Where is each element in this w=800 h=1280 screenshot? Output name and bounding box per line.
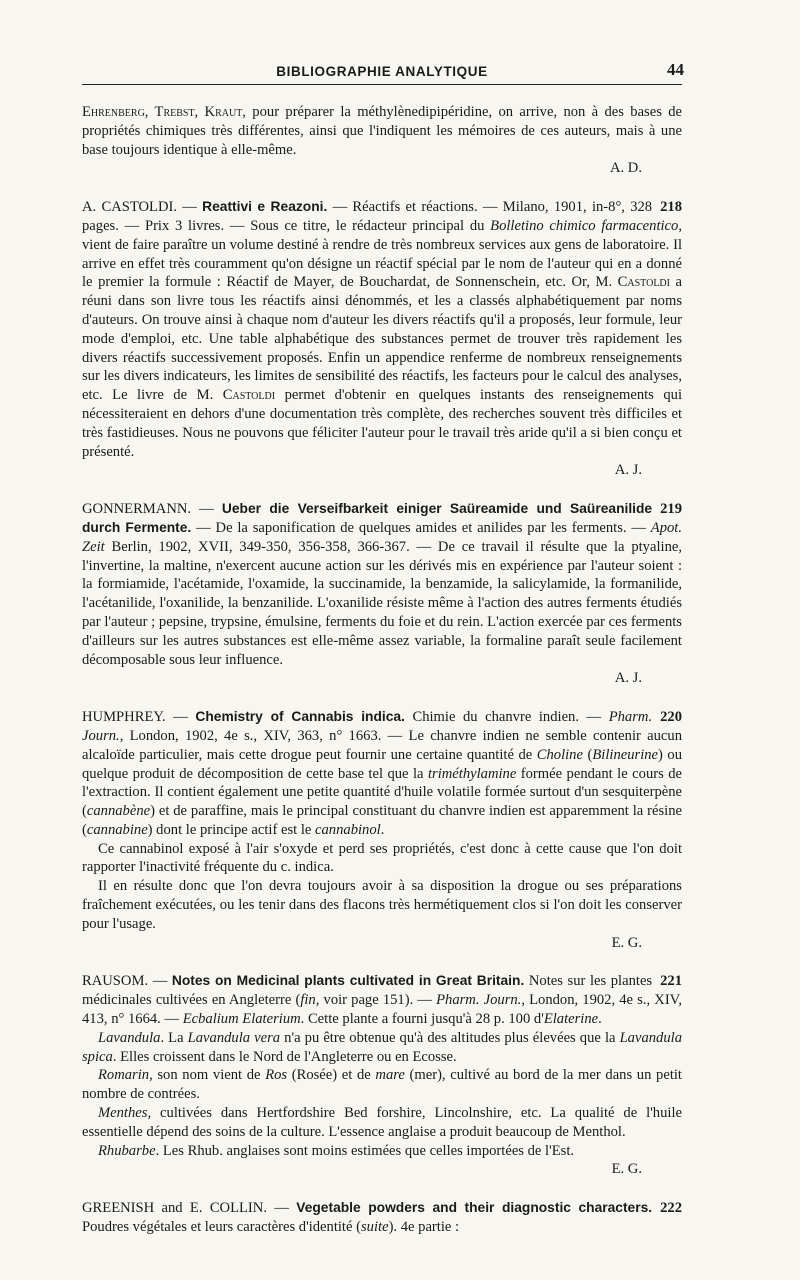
reviewer-signature: A. J. [614,670,642,687]
entry-paragraph [82,972,682,1028]
entry-number: 218 [660,199,682,216]
entry-number: 219 [660,501,682,518]
entry-e0 [82,103,682,178]
italic-text: Ecbalium Elaterium [182,1011,301,1028]
body-text: Chimie du chanvre indien. — [404,709,609,726]
italic-text: Pharm. Journ. [82,709,653,744]
body-text: Notes sur les plantes médicinales cultivées en Angleterre ( [82,973,653,1009]
body-text: , son nom vient de [149,1067,266,1084]
reviewer-signature: A. J. [614,462,642,479]
italic-text: Apot. Zeit [82,519,682,555]
italic-text: cannabène [86,803,151,820]
entry-title: Vegetable powders and their diagnostic characters. [296,1200,653,1216]
body-text: , cultivées dans Hertfordshire Bed forshire, Lincolnshire, etc. La qualité de l'huile essentielle dépend des soins de la culture. L'essence anglaise a produit beaucoup de Menthol. [82,1105,682,1140]
body-text: . Cette plante a fourni jusqu'à 28 p. 100 d' [300,1011,544,1028]
body-text: ( [582,746,593,763]
reviewer-signature: E. G. [611,1161,642,1178]
body-text: . [380,821,385,838]
entry-paragraph [82,103,682,159]
italic-text: Ros [265,1067,288,1084]
entry-title: Chemistry of Cannabis indica. [195,709,405,725]
body-text: HUMPHREY. — [82,709,196,726]
entry-e219 [82,500,682,688]
body-text: permet d'obtenir en quelques instants des renseignements qui nécessiteraient en dehors d'une documentation très complète, des recherches souvent très difficiles et très fastidieuses. Nous ne pouvons que féliciter l'auteur pour le travail très aride qu'il a si bien conçu et présenté. [82,387,683,460]
italic-text: suite [360,1219,389,1236]
italic-text: Menthes [98,1105,148,1122]
entry-e220 [82,708,682,952]
italic-text: cannabinol [315,821,381,838]
entry-paragraph [82,1142,682,1161]
italic-text: cannabine [86,821,148,838]
body-text: A. CASTOLDI. — [82,199,203,216]
entry-paragraph [82,1104,682,1142]
entry-paragraph: Il en résulte donc que l'on devra toujours avoir à sa disposition la drogue ou ses préparations fraîchement exécutées, ou les tenir dans des flacons très hermétiquement clos si l'on doit les conserver pour l'usage. [82,878,682,932]
entry-paragraph [82,198,682,461]
italic-text: Romarin [98,1067,150,1084]
body-text: , voir page 151). — [315,992,437,1009]
body-text: . La [160,1029,188,1046]
italic-text: Rhubarbe [98,1142,156,1159]
entries-list [82,103,682,1237]
body-text: ) et de paraffine, mais le principal constituant du chanvre indien est apparemment la résine ( [82,803,682,838]
entry-title: Ueber die Verseifbarkeit einiger Saüreamide und Saüreanilide durch Fermente. [82,501,653,535]
body-text: , vient de faire paraître un volume destiné à rendre de très nombreux services aux gens de laboratoire. Il arrive en effet très couramment qu'on désigne un réactif spécial par le nom de l'auteur qui en a donné le premier la formule : Réactif de Mayer, de Bouchardat, de Sonnenschein, etc. Or, M. [82,217,682,291]
body-text: ). 4e partie : [388,1219,460,1236]
entry-number: 221 [660,973,682,990]
body-text: RAUSOM. — [82,973,172,990]
author-name: Castoldi [617,274,670,291]
body-text: ) ou quelque produit de décomposition de cette base tel que la [82,746,683,782]
body-text: . Les Rhub. anglaises sont moins estimées que celles importées de l'Est. [155,1142,575,1159]
entry-paragraph [82,708,682,840]
body-text: GREENISH and E. COLLIN. — [82,1200,297,1217]
entry-e218 [82,198,682,480]
author-name: Castoldi [222,387,276,404]
entry-e221 [82,972,682,1179]
entry-paragraph [82,1199,682,1237]
reviewer-signature: E. G. [611,934,642,951]
entry-number: 222 [660,1200,682,1217]
italic-text: Lavandula spica [82,1029,682,1065]
running-header [82,60,682,85]
body-text: GONNERMANN. — [82,501,222,518]
italic-text: Lavandula [98,1029,161,1046]
body-text: Berlin, 1902, XVII, 349-350, 356-358, 366-367. — De ce travail il résulte que la ptyaline, l'invertine, la maltine, n'exercent aucune action sur les dérivés mis en expérience par l'auteur soient : la formiamide, l'acétamide, l'oxamide, la succinamide, la benzamide, la salicylamide, la formanilide, l'acétanilide, l'oxanilide, la benzanilide. L'oxanilide résiste même à l'action des autres ferments étudiés par l'auteur ; pepsine, trypsine, émulsine, ferments du foie et du rein. L'action exercée par ces ferments d'ailleurs sur les autres substances est elle-même assez variable, la formaline paraît seule facilement décomposable sous leur influence. [82,538,682,668]
body-text: , London, 1902, 4e s., XIV, 413, n° 1664. — [82,992,682,1028]
italic-text: Choline [536,746,583,763]
italic-text: fin [300,992,316,1009]
entry-paragraph [82,1066,682,1104]
entry-e222 [82,1199,682,1237]
body-text: . Elles croissent dans le Nord de l'Angleterre ou en Ecosse. [112,1048,457,1065]
entry-title: Reattivi e Reazoni. [202,199,328,215]
author-name: Ehrenberg, Trebst, Kraut, [82,104,246,120]
italic-text: Lavandula vera [187,1029,281,1046]
reviewer-signature: A. D. [609,160,642,177]
body-text: — Réactifs et réactions. — Milano, 1901, in-8°, 328 pages. — Prix 3 livres. — Sous ce titre, le rédacteur principal du [82,199,653,234]
entry-paragraph [82,1029,682,1067]
italic-text: triméthylamine [427,765,517,782]
body-text: formée pendant le cours de l'extraction. Il contient également une petite quantité d'huile volatile formée surtout d'un sesquiterpène ( [82,765,682,820]
body-text: (Rosée) et de [287,1067,376,1084]
italic-text: mare [375,1067,405,1084]
body-text: (mer), cultivé au bord de la mer dans un petit nombre de contrées. [82,1067,682,1103]
entry-title: Notes on Medicinal plants cultivated in Great Britain. [171,973,525,989]
body-text: — De la saponification de quelques amides et anilides par les ferments. — [191,519,651,536]
entry-number: 220 [660,709,682,726]
body-text: pour préparer la méthylènedipipéridine, on arrive, non à des bases de propriétés chimiques très différentes, ainsi que l'indiquent les mémoires de ces auteurs, mais à une base toujours identique à elle-même. [82,104,683,158]
italic-text: Pharm. Journ. [436,992,522,1009]
page-number: 44 [667,60,684,79]
entry-paragraph [82,500,682,669]
italic-text: Elaterine [543,1011,599,1028]
italic-text: Bilineurine [592,746,659,763]
body-text: Poudres végétales et leurs caractères d'identité ( [82,1219,361,1236]
body-text: ) dont le principe actif est le [147,821,316,838]
body-text: n'a pu être obtenue qu'à des altitudes plus élevées que la [280,1029,620,1046]
body-text: , London, 1902, 4e s., XIV, 363, n° 1663. — Le chanvre indien ne semble contenir aucun alcaloïde particulier, mais cette drogue peut fournir une certaine quantité de [82,727,682,763]
italic-text: Bolletino chimico farmacentico [490,217,679,234]
entry-paragraph: Ce cannabinol exposé à l'air s'oxyde et perd ses propriétés, c'est donc à cette cause que l'on doit rapporter l'inactivité fréquente du c. indica. [82,840,682,876]
header-title: BIBLIOGRAPHIE ANALYTIQUE [276,64,488,79]
body-text: . [598,1011,602,1028]
body-text: a réuni dans son livre tous les réactifs ainsi dénommés, et les a classés alphabétiquement par noms d'auteurs. On trouve ainsi à chaque nom d'auteur les divers réactifs qu'il a proposés, leur formule, leur mode d'emploi, etc. Une table alphabétique des substances permet de trouver très rapidement les divers réactifs successivement proposés. Enfin un appendice renferme de nombreux renseignements sur les divers indicateurs, les limites de sensibilité des réactifs, les facteurs pour le calcul des analyses, etc. Le livre de M. [82,274,682,404]
page [82,60,682,1257]
